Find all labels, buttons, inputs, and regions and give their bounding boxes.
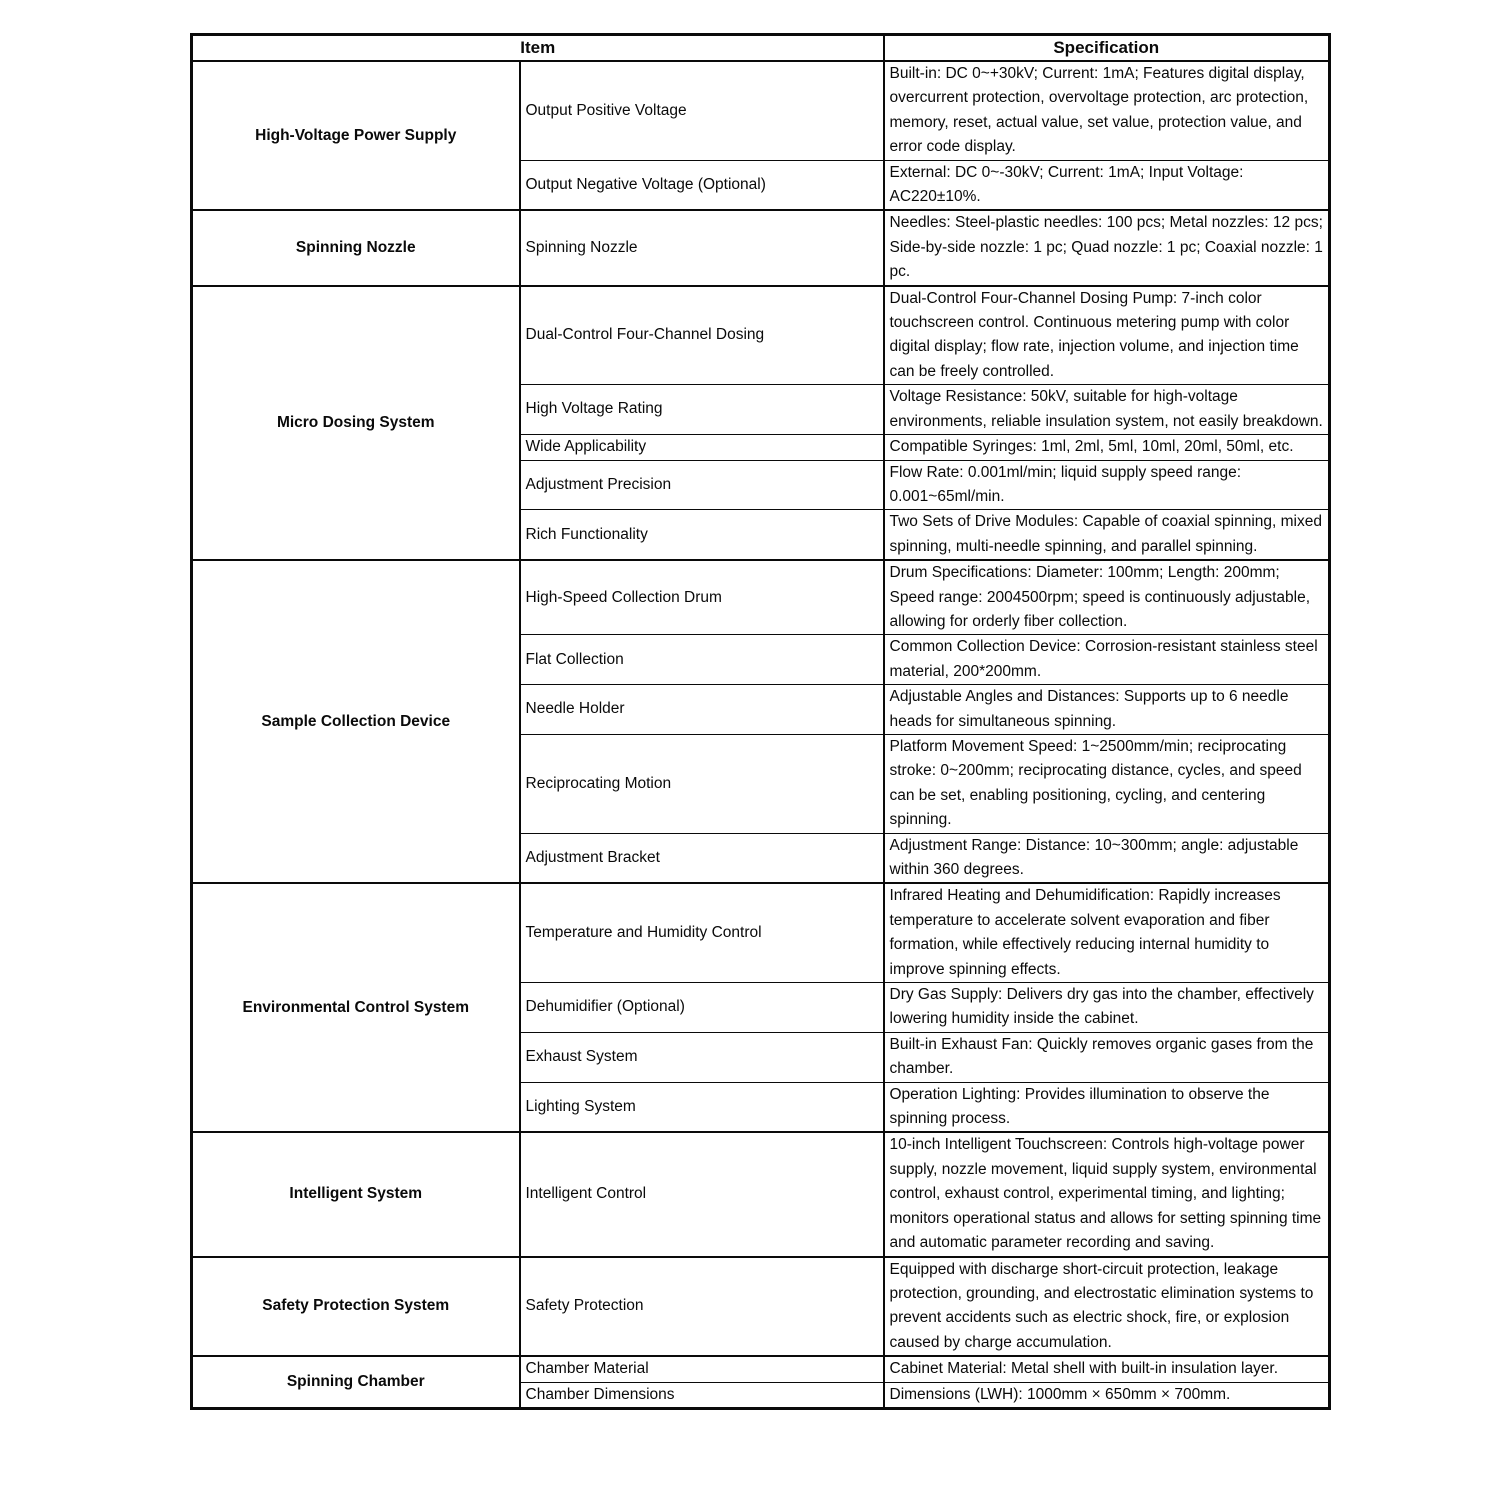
item-cell: Safety Protection xyxy=(520,1257,884,1357)
item-cell: Intelligent Control xyxy=(520,1132,884,1256)
spec-cell: Equipped with discharge short-circuit protection, leakage protection, grounding, and electrostatic elimination systems to prevent accidents such as electric shock, fire, or explosion caused by charge accumulation. xyxy=(884,1257,1330,1357)
spec-cell: Two Sets of Drive Modules: Capable of coaxial spinning, mixed spinning, multi-needle spinning, and parallel spinning. xyxy=(884,510,1330,560)
column-header-item: Item xyxy=(192,35,884,62)
category-cell: Environmental Control System xyxy=(192,883,520,1132)
spec-cell: Dry Gas Supply: Delivers dry gas into the chamber, effectively lowering humidity inside the cabinet. xyxy=(884,983,1330,1033)
item-cell: High-Speed Collection Drum xyxy=(520,560,884,635)
table-row xyxy=(192,210,1330,285)
table-row xyxy=(192,286,1330,385)
specification-table-container xyxy=(190,33,1328,1410)
table-row xyxy=(192,61,1330,160)
item-cell: Temperature and Humidity Control xyxy=(520,883,884,982)
spec-cell: Operation Lighting: Provides illumination to observe the spinning process. xyxy=(884,1082,1330,1132)
category-cell: Spinning Nozzle xyxy=(192,210,520,285)
spec-cell: Compatible Syringes: 1ml, 2ml, 5ml, 10ml, 20ml, 50ml, etc. xyxy=(884,435,1330,460)
item-cell: Dehumidifier (Optional) xyxy=(520,983,884,1033)
spec-cell: Platform Movement Speed: 1~2500mm/min; reciprocating stroke: 0~200mm; reciprocating distance, cycles, and speed can be set, enabling positioning, cycling, and centering spinning. xyxy=(884,734,1330,833)
item-cell: Rich Functionality xyxy=(520,510,884,560)
item-cell: Chamber Material xyxy=(520,1356,884,1382)
item-cell: Exhaust System xyxy=(520,1032,884,1082)
item-cell: Lighting System xyxy=(520,1082,884,1132)
category-cell: High-Voltage Power Supply xyxy=(192,61,520,210)
category-cell: Safety Protection System xyxy=(192,1257,520,1357)
item-cell: Adjustment Precision xyxy=(520,460,884,510)
item-cell: Needle Holder xyxy=(520,685,884,735)
spec-cell: Infrared Heating and Dehumidification: Rapidly increases temperature to accelerate solvent evaporation and fiber formation, while effectively reducing internal humidity to improve spinning effects. xyxy=(884,883,1330,982)
table-row xyxy=(192,1132,1330,1256)
item-cell: Dual-Control Four-Channel Dosing xyxy=(520,286,884,385)
item-cell: Chamber Dimensions xyxy=(520,1382,884,1408)
item-cell: Spinning Nozzle xyxy=(520,210,884,285)
category-cell: Intelligent System xyxy=(192,1132,520,1256)
table-row xyxy=(192,1257,1330,1357)
spec-cell: Cabinet Material: Metal shell with built-in insulation layer. xyxy=(884,1356,1330,1382)
table-header-row xyxy=(192,35,1330,62)
item-cell: Wide Applicability xyxy=(520,435,884,460)
category-cell: Spinning Chamber xyxy=(192,1356,520,1408)
table-row xyxy=(192,560,1330,635)
category-cell: Sample Collection Device xyxy=(192,560,520,883)
spec-cell: Needles: Steel-plastic needles: 100 pcs; Metal nozzles: 12 pcs; Side-by-side nozzle: 1 pc; Quad nozzle: 1 pc; Coaxial nozzle: 1 pc. xyxy=(884,210,1330,285)
spec-cell: Dimensions (LWH): 1000mm × 650mm × 700mm. xyxy=(884,1382,1330,1408)
spec-cell: Dual-Control Four-Channel Dosing Pump: 7-inch color touchscreen control. Continuous metering pump with color digital display; flow rate, injection volume, and injection time can be freely controlled. xyxy=(884,286,1330,385)
item-cell: Output Positive Voltage xyxy=(520,61,884,160)
table-row xyxy=(192,883,1330,982)
spec-cell: 10-inch Intelligent Touchscreen: Controls high-voltage power supply, nozzle movement, liquid supply system, environmental control, exhaust control, experimental timing, and lighting; monitors operational status and allows for setting spinning time and automatic parameter recording and saving. xyxy=(884,1132,1330,1256)
item-cell: Output Negative Voltage (Optional) xyxy=(520,160,884,210)
specification-table xyxy=(190,33,1331,1410)
spec-cell: Flow Rate: 0.001ml/min; liquid supply speed range: 0.001~65ml/min. xyxy=(884,460,1330,510)
item-cell: High Voltage Rating xyxy=(520,385,884,435)
spec-cell: Built-in Exhaust Fan: Quickly removes organic gases from the chamber. xyxy=(884,1032,1330,1082)
spec-cell: Voltage Resistance: 50kV, suitable for high-voltage environments, reliable insulation system, not easily breakdown. xyxy=(884,385,1330,435)
item-cell: Reciprocating Motion xyxy=(520,734,884,833)
spec-cell: External: DC 0~-30kV; Current: 1mA; Input Voltage: AC220±10%. xyxy=(884,160,1330,210)
spec-table-body xyxy=(192,61,1330,1408)
item-cell: Adjustment Bracket xyxy=(520,833,884,883)
spec-cell: Drum Specifications: Diameter: 100mm; Length: 200mm; Speed range: 2004500rpm; speed is continuously adjustable, allowing for orderly fiber collection. xyxy=(884,560,1330,635)
spec-cell: Built-in: DC 0~+30kV; Current: 1mA; Features digital display, overcurrent protection, overvoltage protection, arc protection, memory, reset, actual value, set value, protection value, and error code display. xyxy=(884,61,1330,160)
item-cell: Flat Collection xyxy=(520,635,884,685)
column-header-specification: Specification xyxy=(884,35,1330,62)
spec-cell: Adjustable Angles and Distances: Supports up to 6 needle heads for simultaneous spinning. xyxy=(884,685,1330,735)
spec-cell: Adjustment Range: Distance: 10~300mm; angle: adjustable within 360 degrees. xyxy=(884,833,1330,883)
spec-cell: Common Collection Device: Corrosion-resistant stainless steel material, 200*200mm. xyxy=(884,635,1330,685)
category-cell: Micro Dosing System xyxy=(192,286,520,560)
table-row xyxy=(192,1356,1330,1382)
